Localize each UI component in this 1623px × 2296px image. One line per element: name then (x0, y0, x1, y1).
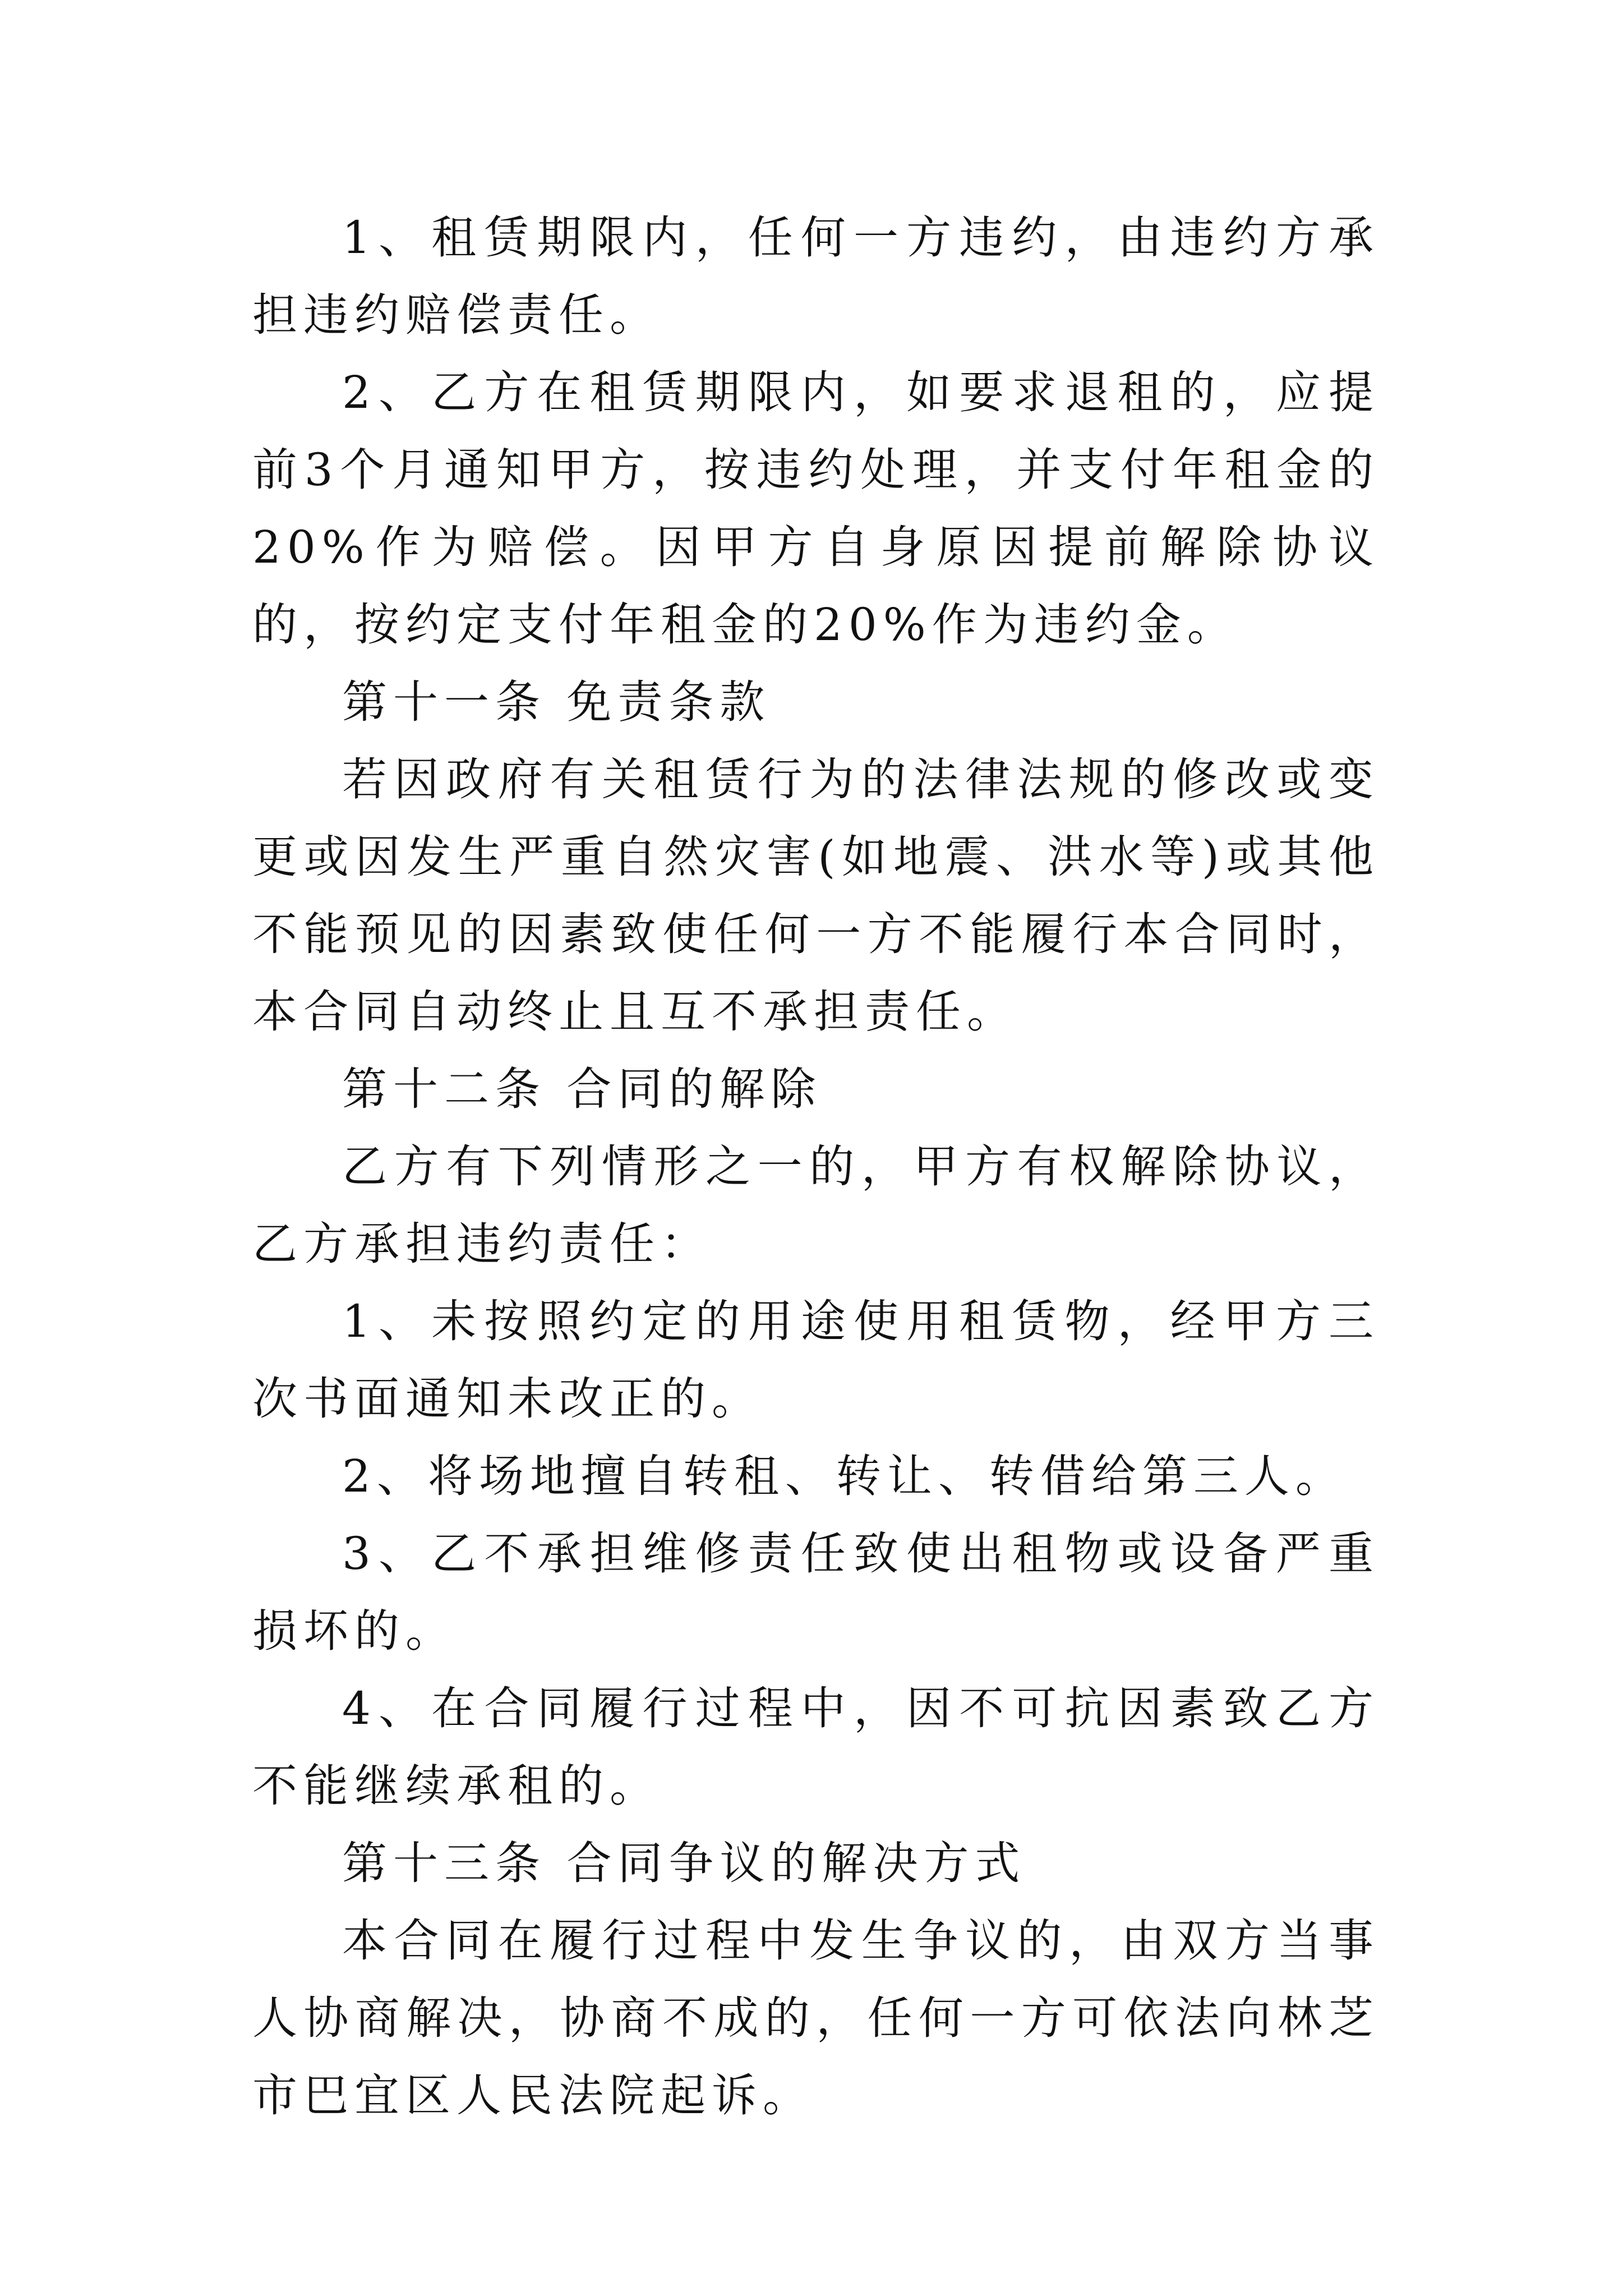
article-12-item-1: 1、未按照约定的用途使用租赁物，经甲方三次书面通知未改正的。 (252, 1295, 1380, 1425)
article-12-heading: 第十二条 合同的解除 (342, 1063, 822, 1115)
article-12-intro: 乙方有下列情形之一的，甲方有权解除协议，乙方承担违约责任： (252, 1140, 1380, 1270)
article-12-item-2: 2、将场地擅自转租、转让、转借给第三人。 (342, 1450, 1347, 1502)
article-13-heading: 第十三条 合同争议的解决方式 (342, 1837, 1026, 1889)
article-11-heading: 第十一条 免责条款 (342, 676, 771, 728)
clause-1-breach-liability: 1、租赁期限内，任何一方违约，由违约方承担违约赔偿责任。 (252, 211, 1380, 341)
article-12-item-4: 4、在合同履行过程中，因不可抗因素致乙方不能继续承租的。 (252, 1682, 1380, 1812)
contract-body (252, 199, 1380, 2134)
article-13-text: 本合同在履行过程中发生争议的，由双方当事人协商解决，协商不成的，任何一方可依法向林芝市巴宜区人民法院起诉。 (252, 1915, 1380, 2122)
article-11-text: 若因政府有关租赁行为的法律法规的修改或变更或因发生严重自然灾害(如地震、洪水等)或其他不能预见的因素致使任何一方不能履行本合同时，本合同自动终止且互不承担责任。 (252, 753, 1380, 1038)
article-12-item-3: 3、乙不承担维修责任致使出租物或设备严重损坏的。 (252, 1527, 1380, 1657)
clause-2-early-termination: 2、乙方在租赁期限内，如要求退租的，应提前3个月通知甲方，按违约处理，并支付年租金的20%作为赔偿。因甲方自身原因提前解除协议的，按约定支付年租金的20%作为违约金。 (252, 366, 1380, 651)
